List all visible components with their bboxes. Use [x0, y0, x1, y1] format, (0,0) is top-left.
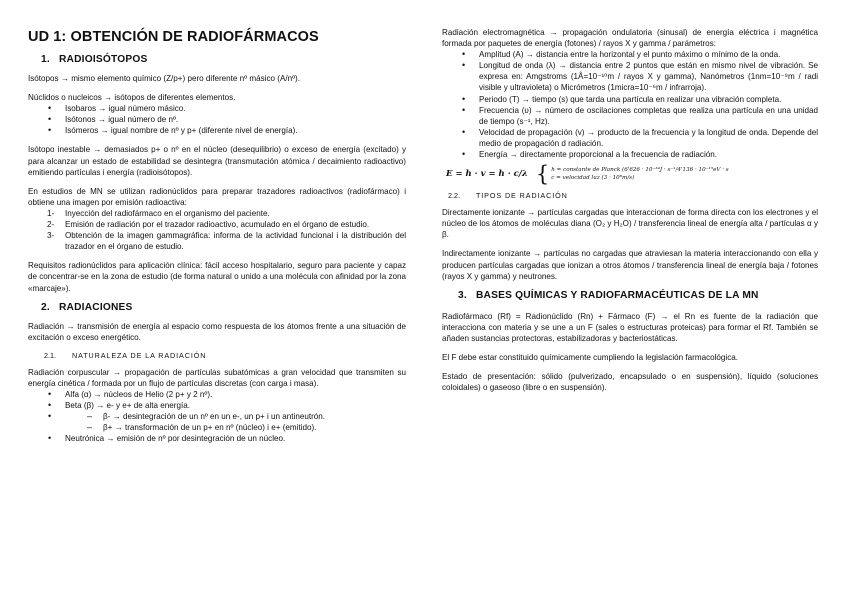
estudios-steps [28, 208, 406, 252]
subsection-title: NATURALEZA DE LA RADIACIÓN [72, 350, 207, 360]
list-item: • Isómeros → igual nombre de nº y p+ (diferente nivel de energía). [28, 125, 406, 136]
paragraph-estudios: En estudios de MN se utilizan radionúclidos para preparar trazadores radioactivos (radiofármaco) i obtiene una imagen por emisión radioactiva: [28, 186, 406, 207]
list-item [28, 208, 406, 219]
document-title: UD 1: OBTENCIÓN DE RADIOFÁRMACOS [28, 29, 319, 45]
list-item: • Isótonos → igual número de nº. [28, 114, 406, 125]
section-title: RADIOISÓTOPOS [59, 54, 148, 65]
formula-def-h: h = constante de Planck (6'626 · 10⁻³⁴J · s⁻¹/4'136 · 10⁻¹⁵eV · s [551, 167, 729, 174]
brace-glyph: { [535, 162, 550, 187]
list-item [28, 230, 406, 252]
list-item: • Frecuencia (υ) → número de oscilaciones completas que realiza una partícula en una unidad de tiempo (s⁻¹, Hz). [442, 105, 818, 127]
section-number: 1. [41, 54, 50, 65]
list-item-alfa: • Alfa (α) → núcleos de Helio (2 p+ y 2 nº). [28, 389, 406, 400]
list-item-neutronica: • Neutrónica → emisión de nº por desintegración de un núcleo. [28, 433, 406, 444]
list-item: • Amplitud (A) → distancia entre la horizontal y el punto máximo o mínimo de la onda. [442, 49, 818, 60]
energy-formula [442, 162, 818, 187]
step-number: 3- [47, 231, 55, 241]
paragraph-radiofarmaco: Radiofármaco (Rf) = Radionúclido (Rn) + Fármaco (F) → el Rn es fuente de la radiación que interacciona con materia y se une a un F (sales o estructuras proteicas) para formar el Rf. También se añaden sustancias protectoras, estabilizadoras y bacteriostáticas. [442, 311, 818, 343]
section-title: BASES QUÍMICAS Y RADIOFARMACÉUTICAS DE LA MN [476, 289, 759, 301]
subsection-number: 2.2. [448, 191, 460, 201]
list-item-beta: • Beta (β) → e- y e+ de alta energía. [28, 400, 406, 411]
beta-sub-list [28, 411, 406, 433]
step-text: Emisión de radiación por el trazador radioactivo, acumulado en el órgano de estudio. [65, 220, 370, 230]
step-number: 1- [47, 208, 55, 218]
right-column [442, 27, 818, 401]
list-item: • Periodo (T) → tiempo (s) que tarda una partícula en realizar una vibración completa. [442, 94, 818, 105]
section-1-heading [41, 54, 406, 65]
list-item: – • β- → desintegración de un nº en un e-, un p+ i un antineutrón. [28, 411, 406, 422]
paragraph-directamente-ionizante: Directamente ionizante → partículas cargadas que interaccionan de forma directa con los electrones y el núcleo de los átomos de moléculas diana (O₂ y H₂O) / transferencia lineal de energía alta / partículas α y β. [442, 208, 818, 240]
beta-sub-container [28, 411, 406, 433]
paragraph-indirectamente-ionizante: Indirectamente ionizante → partículas no cargadas que atraviesan la materia interaccionando con ella y producen partículas cargadas que ionizan a otros átomos / transferencia lineal de energía baja / fotones (rayos X y gamma) y neutrones. [442, 249, 818, 281]
section-number: 3. [458, 289, 467, 301]
subsection-number: 2.1. [44, 350, 56, 360]
list-item: • Isobaros → igual número másico. [28, 103, 406, 114]
step-text: Inyección del radiofármaco en el organismo del paciente. [65, 208, 270, 218]
left-column [28, 27, 406, 452]
list-item [28, 219, 406, 230]
section-title: RADIACIONES [59, 301, 133, 313]
section-3-heading [458, 290, 818, 301]
em-parameters-list [442, 49, 818, 160]
step-text: Obtención de la imagen gammagráfica: informa de la actividad funcional i la distribución del trazador en el órgano de estudio. [65, 231, 406, 252]
paragraph-isotopos: Isótopos → mismo elemento químico (Z/p+) pero diferente nº másico (A/nº). [28, 74, 300, 83]
list-item: • Velocidad de propagación (v) → producto de la frecuencia y la longitud de onda. Depende del medio de propagación d radiación. [442, 127, 818, 149]
paragraph-requisitos: Requisitos radionúclidos para aplicación clínica: fácil acceso hospitalario, seguro para paciente y capaz de concentrar-se en la zona de estudio (de forma natural o unido a una molécula con afinidad por la zona «marcaje»). [28, 261, 406, 293]
list-item: • Energía → directamente proporcional a la frecuencia de radiación. [442, 149, 818, 160]
paragraph-isotopo-inestable: Isótopo inestable → demasiados p+ o nº en el núcleo (desequilibrio) o exceso de energía (excitado) y para alcanzar un estado de estabilidad se desintegra (transmutación atómica / decaimiento radioactivo) emitiendo partículas i energía (radioisótopos). [28, 145, 406, 177]
subsection-2-2-heading [448, 191, 818, 200]
list-item: • Longitud de onda (λ) → distancia entre 2 puntos que están en mismo nivel de vibración. Se expresa en: Amgstroms (1Å=10⁻¹⁰m / rayos X y gamma), Nanómetros (1nm=10⁻⁹m / radi visible y ultravioleta) o Micrómetros (1micra=10⁻⁶m / infrarroja). [442, 60, 818, 93]
paragraph-farmaco: El F debe estar constituido químicamente cumpliendo la legislación farmacológica. [442, 352, 739, 362]
paragraph-electromagnetica: Radiación electromagnética → propagación ondulatoria (sinusal) de energía eléctrica i magnética formada por paquetes de energía (fotones) / rayos X y gamma / parámetros: [442, 28, 818, 49]
paragraph-corpuscular: Radiación corpuscular → propagación de partículas subatómicas a gran velocidad que transmiten su energía cinética / formada por un flujo de partículas discretas (con carga i masa). [28, 367, 406, 388]
step-number: 2- [47, 220, 55, 230]
paragraph-nuclidos: Núclidos o nucleicos → isótopos de diferentes elementos. [28, 93, 236, 103]
section-2-heading [41, 302, 406, 313]
section-number: 2. [41, 301, 50, 313]
corpuscular-list [28, 389, 406, 444]
subsection-2-1-heading [44, 351, 406, 360]
list-item: – β+ → transformación de un p+ en nº (núcleo) i e+ (emitido). [28, 422, 406, 433]
paragraph-estado-presentacion: Estado de presentación: sólido (pulverizado, encapsulado o en suspensión), líquido (soluciones coloidales) o gaseoso (libre o en suspensión). [442, 372, 818, 393]
nuclidos-list [28, 103, 406, 136]
formula-definitions [551, 166, 728, 182]
paragraph-radiacion: Radiación → transmisión de energía al espacio como respuesta de los átomos frente a una situación de excitación o exceso energético. [28, 321, 406, 342]
formula-main: E = h · v = h · c/λ [446, 169, 528, 180]
formula-def-c: c = velocidad luz (3 · 10⁸m/s) [551, 175, 635, 182]
subsection-title: TIPOS DE RADIACIÓN [476, 191, 568, 201]
